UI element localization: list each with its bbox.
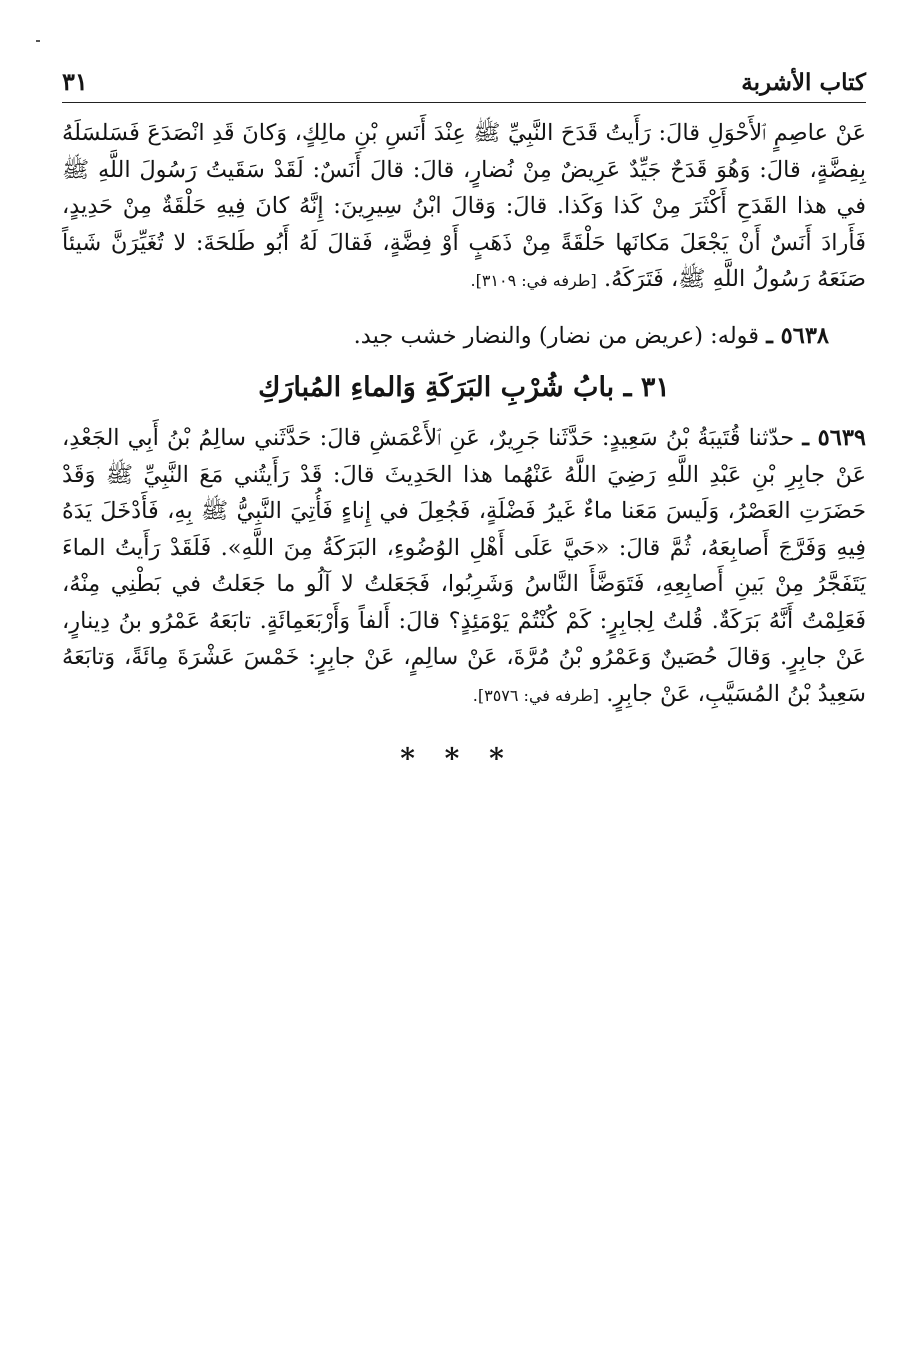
hadith-5637-text: عَنْ عاصِمٍ ٱلأَحْوَلِ قالَ: رَأَيتُ قَدَحَ النَّبِيِّ ﷺ عِنْدَ أَنَسِ بْنِ مالِكٍ، وَكانَ قَدِ انْصَدَعَ فَسَلسَلَهُ بِفِضَّةٍ، قالَ: وَهُوَ قَدَحٌ جَيِّدٌ عَرِيضٌ مِنْ نُضارٍ، قالَ: قالَ أَنَسٌ: لَقَدْ سَقَيتُ رَسُولَ اللَّهِ ﷺ في هذا القَدَحِ أَكْثَرَ مِنْ كَذا وَكَذا. قالَ: وَقالَ ابْنُ سِيرِينَ: إِنَّهُ كانَ فِيهِ حَلْقَةٌ مِنْ حَدِيدٍ، فَأَرادَ أَنَسٌ أَنْ يَجْعَلَ مَكانَها حَلْقَةً مِنْ ذَهَبٍ أَوْ فِضَّةٍ، فَقالَ لَهُ أَبُو طَلحَةَ: لا تُغَيِّرَنَّ شَيئاً صَنَعَهُ رَسُولُ اللَّهِ ﷺ، فَتَرَكَهُ. xyxy=(62,120,866,292)
hadith-5639-text: حدّثنا قُتَيبَةُ بْنُ سَعِيدٍ: حَدَّثَنا جَرِيرٌ، عَنِ ٱلأَعْمَشِ قالَ: حَدَّثَني سالِمُ بْنُ أَبِي الجَعْدِ، عَنْ جابِرِ بْنِ عَبْدِ اللَّهِ رَضِيَ اللَّهُ عَنْهُما هذا الحَدِيثَ قالَ: قَدْ رَأَيتُني مَعَ النَّبِيِّ ﷺ وَقَدْ حَضَرَتِ العَصْرُ، وَلَيسَ مَعَنا ماءٌ غَيرُ فَضْلَةٍ، فَجُعِلَ في إِناءٍ فَأُتِيَ النَّبِيُّ ﷺ بِهِ، فَأَدْخَلَ يَدَهُ فِيهِ وَفَرَّجَ أَصابِعَهُ، ثُمَّ قالَ: «حَيَّ عَلَى أَهْلِ الوُضُوءِ، البَرَكَةُ مِنَ اللَّهِ». فَلَقَدْ رَأَيتُ الماءَ يَتَفَجَّرُ مِنْ بَينِ أَصابِعِهِ، فَتَوَضَّأَ النَّاسُ وَشَرِبُوا، فَجَعَلتُ لا آلُو ما جَعَلتُ في بَطْنِي مِنْهُ، فَعَلِمْتُ أَنَّهُ بَرَكَةٌ. قُلتُ لِجابِرٍ: كَمْ كُنْتُمْ يَوْمَئِذٍ؟ قالَ: أَلفاً وَأَرْبَعَمِائَةٍ. تابَعَهُ عَمْرُو بنُ دِينارٍ، عَنْ جابِرٍ. وَقالَ حُصَينٌ وَعَمْرُو بْنُ مُرَّةَ، عَنْ سالِمٍ، عَنْ جابِرٍ: خَمْسَ عَشْرَةَ مِائَةً، وَتابَعَهُ سَعِيدُ بْنُ المُسَيَّبِ، عَنْ جابِرٍ. xyxy=(62,425,866,707)
hadith-5639-paragraph xyxy=(62,420,866,714)
note-5638-number: ٥٦٣٨ ـ xyxy=(766,323,829,349)
hadith-5637-paragraph xyxy=(62,115,866,300)
hadith-5639-ref: [طرفه في: ٣٥٧٦]. xyxy=(472,685,600,705)
running-header xyxy=(62,52,866,103)
page-number: ٣١ xyxy=(62,67,88,96)
book-title: كتاب الأشربة xyxy=(741,69,866,96)
scan-mark xyxy=(36,40,40,42)
chapter-heading: ٣١ ـ بابُ شُرْبِ البَرَكَةِ وَالماءِ المُبارَكِ xyxy=(258,372,670,403)
hadith-5639-number: ٥٦٣٩ ـ xyxy=(802,425,867,451)
hadith-5637-ref: [طرفه في: ٣١٠٩]. xyxy=(470,271,597,290)
section-separator: * * * xyxy=(400,742,514,775)
note-5638-text: قوله: (عريض من نضار) والنضار خشب جيد. xyxy=(353,323,760,349)
note-5638 xyxy=(62,318,829,354)
